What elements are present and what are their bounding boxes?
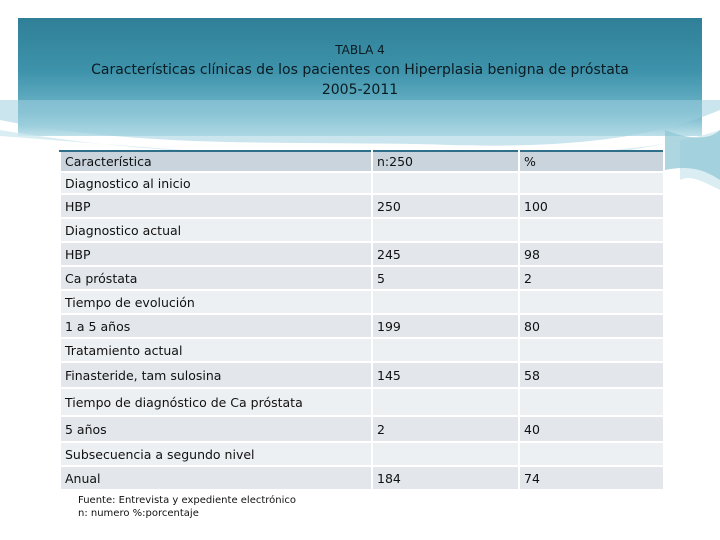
table-row (60, 242, 664, 266)
row-n-value (372, 290, 519, 314)
table-header-row (60, 151, 664, 172)
row-label: Subsecuencia a segundo nivel (60, 442, 372, 466)
row-percent-value: 98 (519, 242, 664, 266)
row-n-value: 184 (372, 466, 519, 490)
legend-line: n: numero %:porcentaje (78, 508, 199, 519)
table-label: TABLA 4 (335, 43, 385, 57)
table-row (60, 314, 664, 338)
row-label: Ca próstata (60, 266, 372, 290)
row-label: Tratamiento actual (60, 338, 372, 362)
row-label: Diagnostico actual (60, 218, 372, 242)
row-label: 5 años (60, 416, 372, 442)
table-row (60, 172, 664, 194)
title-line-2: 2005-2011 (321, 82, 399, 98)
row-percent-value (519, 442, 664, 466)
row-percent-value (519, 172, 664, 194)
table-row (60, 416, 664, 442)
row-label: Finasteride, tam sulosina (60, 362, 372, 388)
data-table (59, 150, 665, 491)
table-row (60, 218, 664, 242)
row-percent-value (519, 218, 664, 242)
row-n-value (372, 172, 519, 194)
row-percent-value (519, 338, 664, 362)
row-percent-value: 40 (519, 416, 664, 442)
row-n-value: 245 (372, 242, 519, 266)
column-header-n: n:250 (372, 151, 519, 172)
row-percent-value: 80 (519, 314, 664, 338)
row-n-value (372, 388, 519, 416)
row-percent-value: 74 (519, 466, 664, 490)
table-row (60, 362, 664, 388)
title-line-1: Características clínicas de los pacientes con Hiperplasia benigna de próstata (91, 62, 629, 78)
table-row (60, 338, 664, 362)
row-percent-value: 58 (519, 362, 664, 388)
row-label: Tiempo de evolución (60, 290, 372, 314)
table-row (60, 466, 664, 490)
row-percent-value (519, 290, 664, 314)
row-percent-value: 2 (519, 266, 664, 290)
row-n-value: 2 (372, 416, 519, 442)
row-n-value (372, 338, 519, 362)
row-n-value (372, 218, 519, 242)
row-percent-value: 100 (519, 194, 664, 218)
column-header-percent: % (519, 151, 664, 172)
source-line: Fuente: Entrevista y expediente electrónico (78, 495, 297, 506)
row-label: HBP (60, 194, 372, 218)
table-row (60, 388, 664, 416)
row-n-value: 250 (372, 194, 519, 218)
row-n-value: 199 (372, 314, 519, 338)
row-label: Diagnostico al inicio (60, 172, 372, 194)
table-title (0, 60, 720, 100)
row-n-value (372, 442, 519, 466)
row-percent-value (519, 388, 664, 416)
table-row (60, 442, 664, 466)
row-n-value: 5 (372, 266, 519, 290)
table-row (60, 266, 664, 290)
row-label: 1 a 5 años (60, 314, 372, 338)
column-header-characteristic: Característica (60, 151, 372, 172)
row-label: HBP (60, 242, 372, 266)
table-row (60, 194, 664, 218)
row-label: Anual (60, 466, 372, 490)
source-note (78, 494, 296, 520)
row-label: Tiempo de diagnóstico de Ca próstata (60, 388, 372, 416)
row-n-value: 145 (372, 362, 519, 388)
table-row (60, 290, 664, 314)
